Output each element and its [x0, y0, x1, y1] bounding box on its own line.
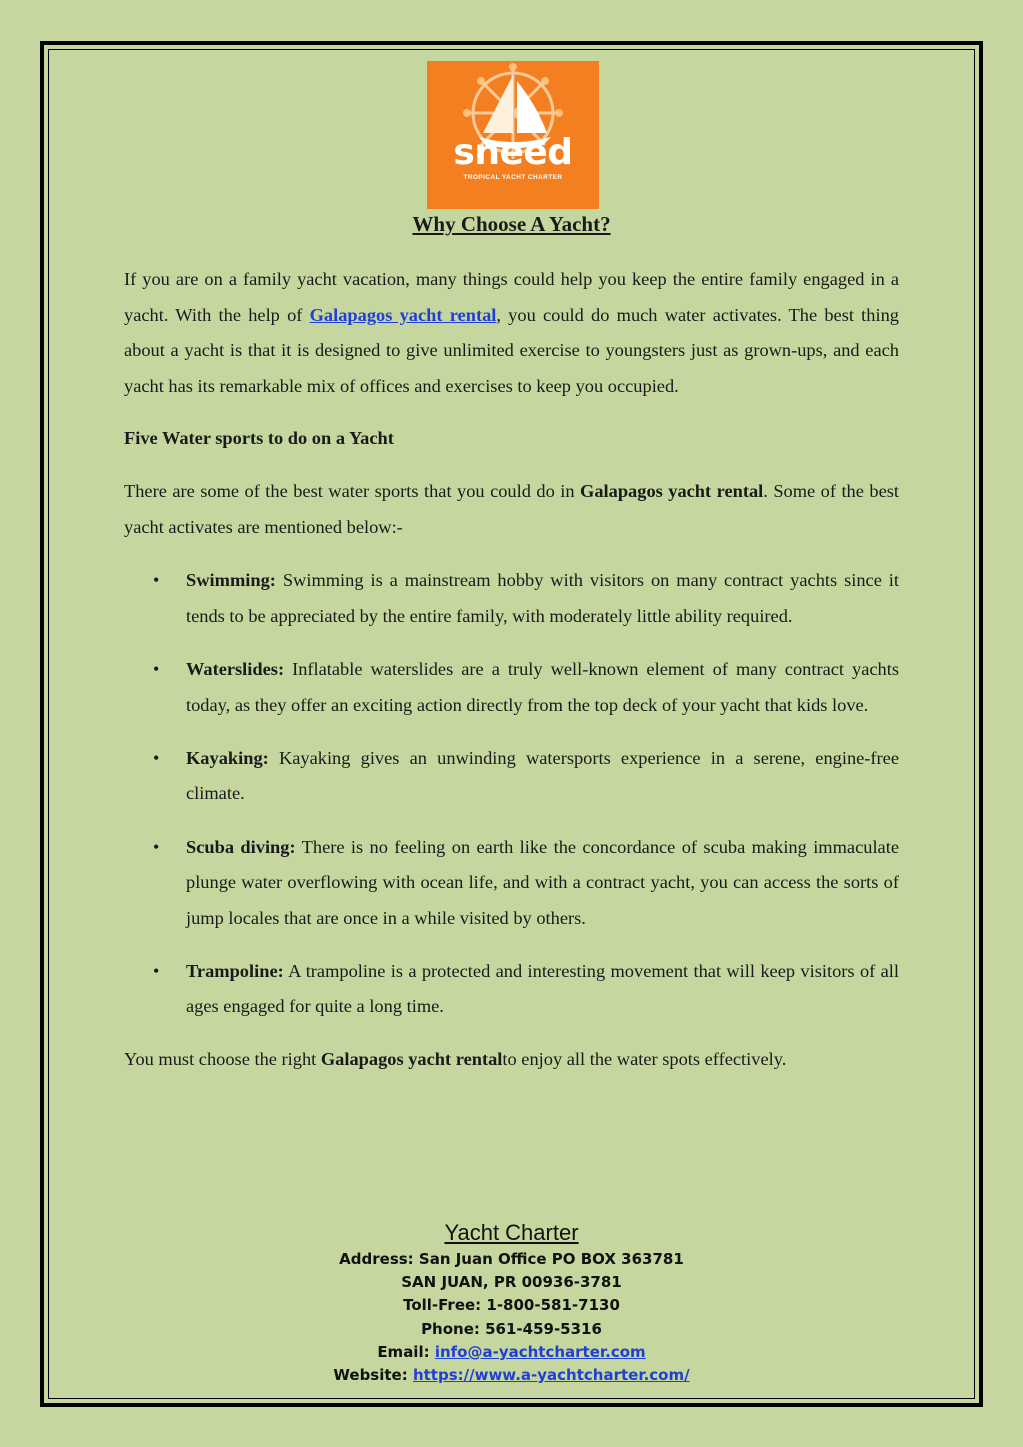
intro-paragraph — [124, 262, 899, 404]
footer-phone: Phone: 561-459-5316 — [421, 1319, 602, 1338]
sport-description: There is no feeling on earth like the concordance of scuba making immaculate plunge water overflowing with ocean life, and with a contract yacht, you can access the sorts of jump locales that are once in a while visited by others. — [186, 836, 899, 928]
intro-text-end: , you could do much water activates. The best thing about a yacht is that it is designed to give unlimited exercise to youngsters just as grown-ups, and each yacht has its remarkable mix of offices and exercises to keep you occupied. — [124, 304, 899, 396]
logo-tagline: TROPICAL YACHT CHARTER — [463, 174, 563, 181]
sport-name: Waterslides: — [186, 658, 285, 679]
footer-address-line2: SAN JUAN, PR 00936-3781 — [401, 1273, 622, 1292]
contact-footer — [0, 1218, 1023, 1387]
footer-email-row — [0, 1341, 1023, 1364]
email-label: Email: — [377, 1342, 435, 1361]
list-item-waterslides — [153, 652, 899, 723]
list-item-trampoline — [153, 954, 899, 1025]
section-intro-start: There are some of the best water sports that you could do in — [124, 480, 581, 501]
section-intro-end: . Some of the best yacht activates are mentioned below:- — [124, 480, 899, 537]
section-intro-bold: Galapagos yacht rental — [580, 480, 764, 501]
bullet-icon: • — [153, 960, 160, 981]
sport-name: Trampoline: — [186, 960, 284, 981]
bullet-icon: • — [153, 747, 160, 768]
intro-text-start: If you are on a family yacht vacation, many things could help you keep the entire family engaged in a yacht. With the help of — [124, 269, 899, 325]
bullet-icon: • — [153, 570, 160, 591]
list-item-kayaking — [153, 741, 899, 812]
bullet-icon: • — [153, 836, 160, 857]
bullet-icon: • — [153, 658, 160, 679]
page-title: Why Choose A Yacht? — [412, 212, 611, 236]
sport-name: Swimming: — [186, 570, 276, 591]
sport-description: A trampoline is a protected and interesting movement that will keep visitors of all ages engaged for quite a long time. — [186, 960, 899, 1017]
sport-description: Kayaking gives an unwinding watersports experience in a serene, engine-free climate. — [186, 747, 899, 804]
sport-name: Kayaking: — [186, 747, 269, 768]
water-sports-list — [124, 563, 899, 1025]
footer-toll-free: Toll-Free: 1-800-581-7130 — [403, 1296, 620, 1315]
sport-description: Swimming is a mainstream hobby with visitors on many contract yachts since it tends to be appreciated by the entire family, with moderately little ability required. — [186, 570, 899, 626]
email-link[interactable]: info@a-yachtcharter.com — [434, 1342, 646, 1361]
website-label: Website: — [333, 1366, 413, 1385]
footer-website-row — [0, 1364, 1023, 1387]
section-heading: Five Water sports to do on a Yacht — [124, 428, 394, 449]
list-item-scuba-diving — [153, 830, 899, 937]
sneed-logo — [427, 61, 599, 209]
article-body — [124, 262, 899, 1077]
website-link[interactable]: https://www.a-yachtcharter.com/ — [412, 1366, 690, 1385]
list-item-swimming — [153, 563, 899, 634]
footer-address-line1: Address: San Juan Office PO BOX 363781 — [339, 1250, 684, 1268]
closing-text-end: to enjoy all the water spots effectively. — [502, 1048, 787, 1069]
closing-text-start: You must choose the right — [124, 1048, 321, 1069]
closing-bold: Galapagos yacht rental — [320, 1048, 503, 1069]
section-intro-paragraph — [124, 474, 899, 545]
sport-description: Inflatable waterslides are a truly well-known element of many contract yachts today, as they offer an exciting action directly from the top deck of your yacht that kids love. — [186, 658, 899, 715]
galapagos-yacht-rental-link[interactable]: Galapagos yacht rental — [309, 304, 497, 325]
closing-paragraph — [124, 1042, 899, 1078]
footer-title: Yacht Charter — [444, 1220, 579, 1245]
sport-name: Scuba diving: — [186, 836, 296, 857]
logo-wordmark: sneed — [453, 132, 573, 173]
